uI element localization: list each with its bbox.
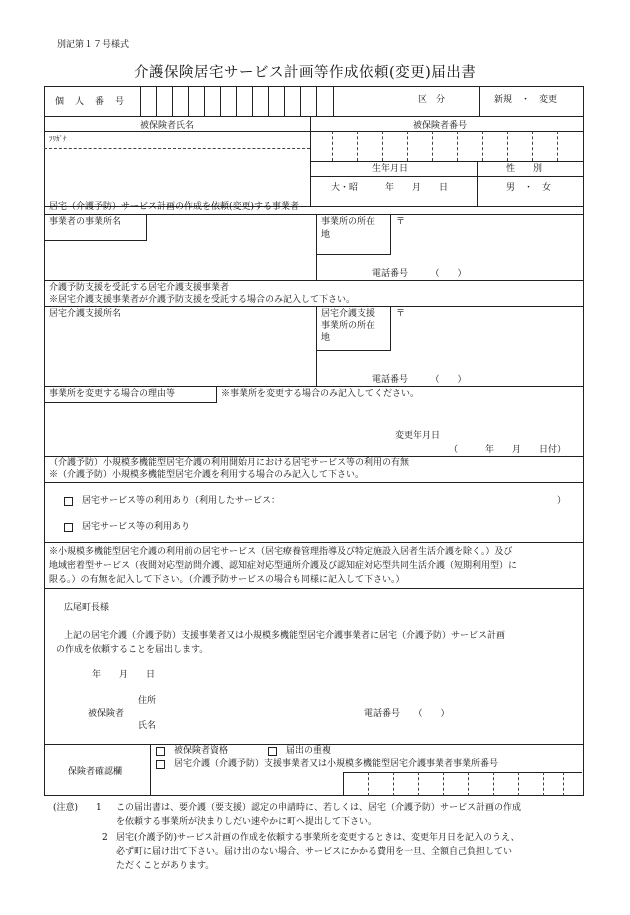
small-multi-footnote-1: ※小規模多機能型居宅介護の利用前の居宅サービス（居宅療養管理指導及び特定施設入居者生活介護を除く。）及び (49, 547, 513, 557)
category-label: 区 分 (418, 95, 446, 105)
option2-checkbox[interactable] (64, 523, 73, 532)
category-value[interactable]: 新規 ・ 変更 (494, 95, 558, 105)
change-date-value[interactable]: （ 年 月 日付） (449, 445, 567, 455)
section2-address-label-2: 事業所の所在 (321, 321, 376, 331)
furigana-label: ﾌﾘｶﾞﾅ (49, 135, 67, 143)
note2-number: 2 (102, 833, 108, 843)
small-multi-note: ※（介護予防）小規模多機能型居宅介護を利用する場合のみ記入して下さい。 (49, 470, 365, 480)
section2-phone-label[interactable]: 電話番号 （ ） (372, 375, 467, 385)
note1-number: 1 (96, 803, 102, 813)
option2-label: 居宅サービス等の利用あり (82, 522, 191, 532)
confirm-label: 保険者確認欄 (68, 767, 123, 777)
small-multi-heading: （介護予防）小規模多機能型居宅介護の利用開始月における居宅サービス等の利用の有無 (49, 458, 410, 468)
addressee: 広尾町長様 (64, 603, 110, 613)
section2-heading: 介護予防支援を受託する居宅介護支援事業者 (49, 283, 230, 293)
confirm-check2-label: 届出の重複 (286, 746, 332, 756)
signer-name-field[interactable] (164, 719, 344, 733)
declaration-date[interactable]: 年 月 日 (92, 670, 156, 680)
sex-value[interactable]: 男 ・ 女 (506, 183, 552, 193)
option1-close: ） (557, 496, 567, 506)
confirm-check3-label: 居宅介護（介護予防）支援事業者又は小規模多機能型居宅介護事業者事業所番号 (174, 759, 499, 769)
individual-number-label: 個 人 番 号 (55, 97, 126, 107)
option1-label: 居宅サービス等の利用あり（利用したサービス： (82, 496, 281, 506)
small-multi-footnote-2: 地域密着型サービス（夜間対応型訪問介護、認知症対応型通所介護及び認知症対応型共同生活介護（短期利用型）に (49, 561, 518, 571)
insured-name-label: 被保険者氏名 (140, 121, 195, 131)
section2-address-label-1: 居宅介護支援 (321, 309, 376, 319)
section1-address-label-1: 事業所の所在 (321, 217, 376, 227)
confirm-check2-box[interactable] (268, 747, 277, 756)
signer-phone-label[interactable]: 電話番号 （ ） (364, 709, 450, 719)
confirm-check1-label: 被保険者資格 (174, 746, 229, 756)
form-title: 介護保険居宅サービス計画等作成依頼(変更)届出書 (134, 65, 477, 81)
section1-office-name-field[interactable] (46, 242, 314, 278)
section1-phone-label[interactable]: 電話番号 （ ） (372, 269, 467, 279)
section2-office-name-field[interactable] (46, 322, 314, 384)
form-code: 別記第１７号様式 (57, 40, 130, 50)
section1-office-name-label: 事業者の事業所名 (49, 217, 122, 227)
section2-office-name-label: 居宅介護支援所名 (49, 309, 122, 319)
declaration-body-2: の作成を依頼することを届出します。 (56, 645, 209, 655)
section2-postal-mark[interactable]: 〒 (396, 309, 406, 319)
change-reason-field[interactable] (46, 404, 582, 430)
confirm-check3-box[interactable] (156, 760, 165, 769)
section2-note: ※居宅介護支援事業者が介護予防支援を受託する場合のみ記入して下さい。 (49, 295, 356, 305)
section1-postal-mark[interactable]: 〒 (396, 217, 406, 227)
insured-name-field[interactable] (46, 149, 308, 205)
signer-name-label: 氏名 (138, 721, 157, 731)
note2-line3: ただくことがあります。 (116, 861, 215, 871)
declaration-body-1: 上記の居宅介護（介護予防）支援事業者又は小規模多機能型居宅介護事業者に居宅（介護予防）サービス計画 (64, 631, 506, 641)
change-reason-note: ※事業所を変更する場合のみ記入してください。 (221, 389, 420, 399)
address-label: 住所 (138, 696, 157, 706)
note2-line2: 必ず町に届け出て下さい。届け出のない場合、サービスにかかる費用を一旦、全額自己負担してい (116, 847, 513, 857)
confirm-office-number-boxes[interactable] (344, 772, 582, 795)
note2-line1: 居宅(介護予防)サービス計画の作成を依頼する事業所を変更するときは、変更年月日を記入のうえ、 (116, 833, 520, 843)
section1-address-label-2: 地 (321, 230, 331, 240)
individual-number-boxes[interactable] (140, 88, 334, 116)
change-date-label: 変更年月日 (395, 431, 441, 441)
insured-number-label: 被保険者番号 (413, 121, 468, 131)
confirm-check1-box[interactable] (156, 747, 165, 756)
insured-label: 被保険者 (88, 709, 125, 719)
sex-label: 性 別 (506, 164, 543, 174)
change-reason-label: 事業所を変更する場合の理由等 (49, 389, 176, 399)
birth-date-value[interactable]: 大・昭 年 月 日 (331, 183, 449, 193)
note1-line2: を依頼する事業所が決まりしだい速やかに町へ提出して下さい。 (116, 817, 378, 827)
section2-address-label-3: 地 (321, 333, 331, 343)
option1-checkbox[interactable] (64, 497, 73, 506)
small-multi-footnote-3: 限る。）の有無を記入して下さい。（介護予防サービスの場合も同様に記入して下さい。） (49, 575, 405, 585)
birth-date-label: 生年月日 (372, 164, 409, 174)
signer-address-field[interactable] (164, 694, 344, 708)
note1-line1: この届出書は、要介護（要支援）認定の申請時に、若しくは、居宅（介護予防）サービス計画の作成 (116, 803, 522, 813)
notes-prefix: (注意) (53, 803, 79, 813)
section1-heading: 居宅（介護予防）サービス計画の作成を依頼(変更)する事業者 (49, 202, 300, 212)
insured-number-boxes[interactable] (312, 133, 582, 159)
